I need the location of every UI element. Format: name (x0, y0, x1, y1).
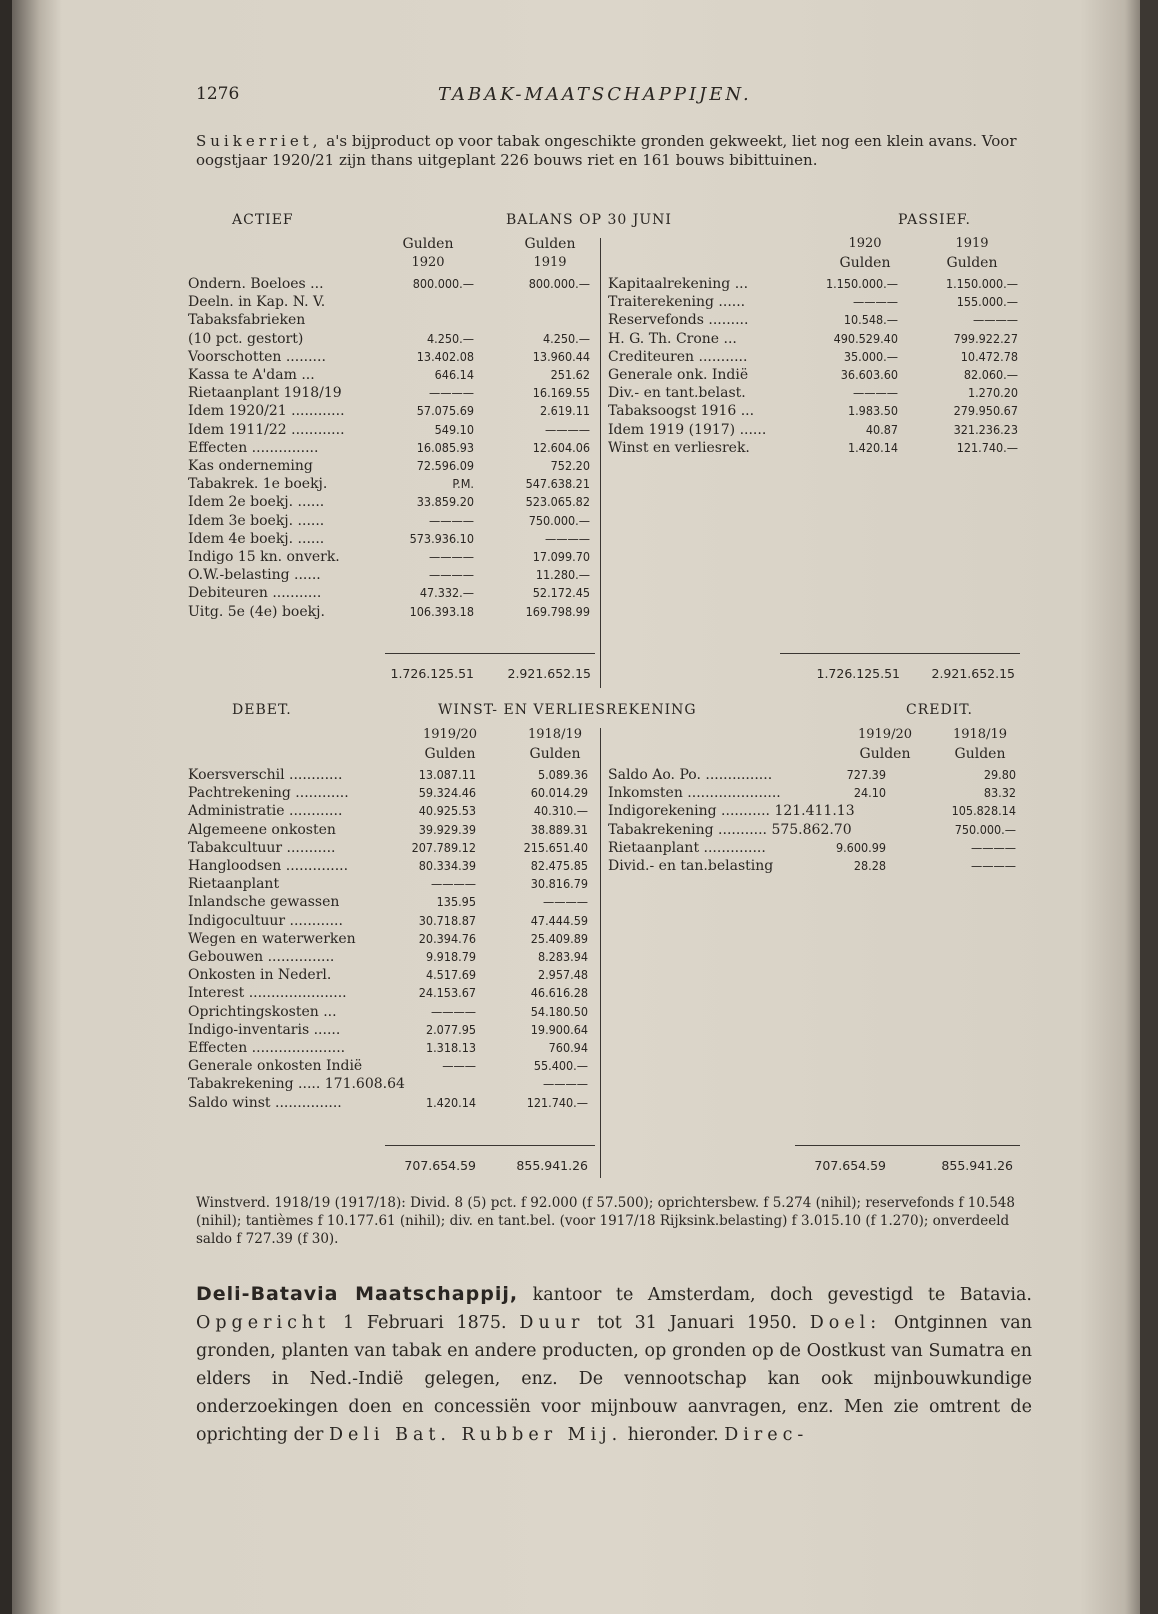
actief-value-v1920: 72.596.09 (416, 458, 474, 473)
actief-value-v1919: 13.960.44 (532, 348, 590, 364)
actief-total-rule (385, 653, 595, 654)
deli-spaced-1: Opgericht (196, 1313, 331, 1333)
actief-value-v1919: 2.619.11 (539, 403, 590, 419)
debet-row (188, 784, 598, 802)
debet-row (188, 984, 598, 1002)
debet-value-a: 4.517.69 (425, 967, 476, 983)
credit-col2-unit: Gulden (954, 746, 1006, 762)
debet-label: Onkosten in Nederl. (188, 967, 332, 984)
passief-value-v1919: 82.060.— (963, 367, 1018, 382)
actief-row (188, 603, 598, 621)
passief-label: Generale onk. Indië (608, 367, 749, 383)
passief-row (608, 275, 1018, 293)
actief-value-v1919: 12.604.06 (532, 439, 590, 455)
debet-label: Interest ...................... (188, 985, 347, 1002)
actief-row (188, 457, 598, 475)
debet-label: Effecten ..................... (188, 1040, 346, 1056)
debet-row (188, 893, 598, 911)
debet-col1-year: 1919/20 (422, 727, 477, 742)
debet-label: Hangloodsen .............. (188, 858, 349, 874)
passief-label: Winst en verliesrek. (608, 439, 750, 456)
debet-value-a: ———— (431, 876, 476, 892)
credit-value-b: 105.828.14 (951, 803, 1016, 819)
actief-value-v1919: 523.065.82 (525, 494, 590, 510)
debet-value-a: 59.324.46 (418, 785, 476, 801)
debet-value-b: 2.957.48 (537, 967, 588, 983)
passief-value-v1919: 279.950.67 (953, 403, 1018, 419)
debet-value-a: 9.918.79 (425, 949, 476, 964)
passief-value-v1920: 1.150.000.— (825, 276, 898, 291)
actief-col2-year: 1919 (533, 255, 567, 270)
debet-row (188, 839, 598, 857)
actief-value-v1919: 11.280.— (535, 567, 590, 583)
actief-value-v1919: 16.169.55 (532, 385, 590, 401)
debet-col2-unit: Gulden (529, 746, 581, 762)
actief-value-v1919: 17.099.70 (532, 549, 590, 564)
debet-value-a: 80.334.39 (418, 858, 476, 873)
credit-col1-unit: Gulden (859, 746, 911, 762)
debet-value-b: 5.089.36 (537, 767, 588, 782)
debet-label: Oprichtingskosten ... (188, 1003, 337, 1020)
passief-row (608, 366, 1018, 384)
actief-label: Voorschotten ......... (188, 348, 326, 365)
actief-value-v1919: 752.20 (550, 458, 590, 473)
credit-row (608, 839, 1018, 857)
actief-row (188, 548, 598, 566)
profit-distribution-note: Winstverd. 1918/19 (1917/18): Divid. 8 (5) pct. f 92.000 (f 57.500); oprichtersbew. f 5.274 (nihil); reservefonds f 10.548 (nihil); tantièmes f 10.177.61 (nihil); div. en tant.bel. (voor 1917/18 Rijksink.belasting) f 3.015.10 (f 1.270); onverdeeld saldo f 727.39 (f 30). (196, 1195, 1015, 1247)
passief-value-v1919: 121.740.— (956, 439, 1018, 455)
credit-total-a: 707.654.59 (814, 1158, 886, 1173)
actief-value-v1920: ———— (429, 385, 474, 401)
debet-value-b: 40.310.— (533, 803, 588, 819)
actief-row (188, 293, 598, 311)
debet-col1-unit: Gulden (424, 746, 476, 762)
actief-heading: ACTIEF (232, 212, 294, 228)
actief-label: Idem 1920/21 ............ (188, 403, 345, 420)
passief-value-v1919: 1.150.000.— (945, 276, 1018, 291)
debet-row (188, 966, 598, 984)
deli-text-4: Ontginnen van gronden, planten van tabak en andere producten, op gronden op de Oostkust van Sumatra en elders in Ned.-Indië gelegen, enz. De vennootschap kan ook mijnbouwkundige onderzoekingen doen en concessiën voor mijnbouw aanvragen, enz. Men zie omtrent de oprichting der (196, 1313, 1032, 1445)
debet-value-b: 38.889.31 (530, 821, 588, 837)
passief-col2-year: 1919 (955, 236, 989, 251)
actief-value-v1920: P.M. (452, 476, 474, 492)
credit-total-rule (795, 1145, 1020, 1146)
actief-total-1920: 1.726.125.51 (390, 666, 474, 681)
debet-label: Inlandsche gewassen (188, 894, 340, 911)
actief-row (188, 512, 598, 530)
passief-value-v1920: 40.87 (865, 421, 898, 437)
actief-value-v1920: 573.936.10 (409, 530, 474, 546)
debet-row (188, 1003, 598, 1021)
actief-row (188, 566, 598, 584)
debet-value-a: 13.087.11 (418, 767, 476, 782)
credit-row (608, 857, 1018, 875)
actief-label: Deeln. in Kap. N. V. (188, 294, 326, 311)
passief-total-rule (780, 653, 1020, 654)
passief-row (608, 421, 1018, 439)
debet-value-b: 121.740.— (526, 1094, 588, 1110)
deli-batavia-paragraph (196, 1280, 1032, 1449)
actief-row (188, 530, 598, 548)
passief-value-v1919: 799.922.27 (953, 330, 1018, 346)
actief-row (188, 275, 598, 293)
passief-value-v1919: 321.236.23 (953, 421, 1018, 437)
actief-row (188, 311, 598, 329)
deli-text-1: kantoor te Amsterdam, doch gevestigd te Batavia. (518, 1285, 1032, 1305)
actief-value-v1920: 57.075.69 (416, 403, 474, 419)
debet-row (188, 857, 598, 875)
debet-value-b: 8.283.94 (537, 949, 588, 964)
debet-value-a: 39.929.39 (418, 821, 476, 837)
actief-value-v1920: 106.393.18 (409, 603, 474, 619)
debet-label: Administratie ............ (188, 803, 343, 820)
debet-label: Gebouwen ............... (188, 949, 335, 965)
credit-heading: CREDIT. (906, 702, 973, 718)
actief-label: Kas onderneming (188, 458, 313, 474)
passief-label: Kapitaalrekening ... (608, 276, 749, 292)
actief-value-v1920: 646.14 (434, 367, 474, 382)
debet-row (188, 875, 598, 893)
debet-row (188, 912, 598, 930)
credit-label: Indigorekening ........... 121.411.13 (608, 803, 855, 820)
passief-value-v1919: ———— (973, 312, 1018, 328)
balance-divider (600, 238, 601, 688)
credit-row (608, 784, 1018, 802)
debet-label: Generale onkosten Indië (188, 1058, 363, 1075)
debet-value-a: 30.718.87 (418, 912, 476, 928)
debet-row (188, 1094, 598, 1112)
actief-label: Effecten ............... (188, 439, 319, 456)
debet-label: Pachtrekening ............ (188, 785, 349, 802)
passief-row (608, 439, 1018, 457)
actief-label: Uitg. 5e (4e) boekj. (188, 603, 325, 620)
debet-value-a: 1.318.13 (425, 1040, 476, 1055)
debet-row (188, 766, 598, 784)
passief-col2-unit: Gulden (946, 255, 998, 271)
debet-label: Tabakrekening ..... 171.608.64 (188, 1076, 405, 1093)
debet-row (188, 1075, 598, 1093)
debet-value-b: 30.816.79 (530, 876, 588, 892)
actief-label: Debiteuren ........... (188, 585, 322, 602)
actief-row (188, 366, 598, 384)
actief-label: Tabakrek. 1e boekj. (188, 476, 328, 493)
debet-value-a: 207.789.12 (411, 839, 476, 855)
book-spine-edge (0, 0, 12, 1614)
running-title: TABAK-MAATSCHAPPIJEN. (438, 84, 752, 105)
actief-value-v1920: 33.859.20 (416, 494, 474, 510)
credit-value-b: 83.32 (983, 785, 1016, 801)
credit-value-b: 29.80 (983, 767, 1016, 782)
passief-label: Reservefonds ......... (608, 312, 749, 329)
debet-total-a: 707.654.59 (404, 1158, 476, 1173)
debet-total-b: 855.941.26 (516, 1158, 588, 1173)
credit-value-b: ———— (971, 839, 1016, 855)
passief-row (608, 293, 1018, 311)
debet-label: Saldo winst ............... (188, 1094, 342, 1111)
debet-label: Rietaanplant (188, 876, 280, 893)
page-edge-right (1140, 0, 1158, 1614)
debet-row (188, 1057, 598, 1075)
actief-value-v1920: 4.250.— (426, 330, 474, 346)
actief-row (188, 439, 598, 457)
debet-label: Algemeene onkosten (188, 821, 336, 838)
actief-label: (10 pct. gestort) (188, 330, 304, 347)
passief-col1-unit: Gulden (839, 255, 891, 271)
credit-col1-year: 1919/20 (857, 727, 912, 742)
actief-row (188, 421, 598, 439)
actief-row (188, 348, 598, 366)
actief-label: Ondern. Boeloes ... (188, 276, 324, 292)
page-number: 1276 (196, 84, 240, 104)
actief-row (188, 493, 598, 511)
actief-label: O.W.-belasting ...... (188, 567, 321, 584)
actief-value-v1920: ———— (429, 512, 474, 528)
debet-row (188, 1021, 598, 1039)
passief-value-v1920: 1.983.50 (847, 403, 898, 419)
actief-col1-unit: Gulden (402, 236, 454, 252)
debet-label: Indigo-inventaris ...... (188, 1021, 341, 1038)
credit-col2-year: 1918/19 (952, 727, 1007, 742)
actief-row (188, 384, 598, 402)
actief-row (188, 584, 598, 602)
deli-spaced-5: Direc- (724, 1425, 809, 1445)
actief-value-v1920: 16.085.93 (416, 439, 474, 455)
debet-value-a: 40.925.53 (418, 803, 476, 819)
passief-row (608, 384, 1018, 402)
debet-heading: DEBET. (232, 702, 292, 718)
passief-label: Crediteuren ........... (608, 348, 748, 365)
passief-label: H. G. Th. Crone ... (608, 330, 737, 347)
deli-text-2: 1 Februari 1875. (330, 1313, 520, 1333)
debet-value-a: 2.077.95 (425, 1021, 476, 1037)
actief-label: Idem 4e boekj. ...... (188, 530, 325, 547)
debet-value-b: 54.180.50 (530, 1003, 588, 1019)
actief-value-v1919: 750.000.— (528, 512, 590, 528)
passief-row (608, 311, 1018, 329)
credit-value-a: 24.10 (853, 785, 886, 801)
passief-row (608, 402, 1018, 420)
credit-row (608, 766, 1018, 784)
balans-heading: BALANS OP 30 JUNI (506, 212, 672, 228)
company-name: Deli-Batavia Maatschappij, (196, 1283, 519, 1305)
credit-label: Tabakrekening ........... 575.862.70 (608, 821, 852, 838)
debet-row (188, 948, 598, 966)
actief-col1-year: 1920 (411, 255, 445, 270)
debet-value-b: 82.475.85 (530, 858, 588, 873)
passief-value-v1920: ———— (853, 385, 898, 401)
passief-label: Idem 1919 (1917) ...... (608, 421, 767, 438)
debet-value-a: 20.394.76 (418, 930, 476, 946)
passief-value-v1920: 36.603.60 (840, 367, 898, 382)
passief-value-v1920: 490.529.40 (833, 330, 898, 346)
deli-spaced-4: Deli Bat. Rubber Mij. (328, 1425, 623, 1445)
passief-value-v1919: 1.270.20 (967, 385, 1018, 401)
passief-value-v1920: ———— (853, 294, 898, 310)
actief-col2-unit: Gulden (524, 236, 576, 252)
passief-row (608, 348, 1018, 366)
passief-total-1919: 2.921.652.15 (931, 666, 1015, 681)
debet-value-b: 60.014.29 (530, 785, 588, 801)
debet-value-a: 1.420.14 (425, 1094, 476, 1110)
actief-value-v1920: ———— (429, 567, 474, 583)
debet-value-b: ———— (543, 894, 588, 910)
passief-row (608, 330, 1018, 348)
deli-spaced-2: Duur (519, 1313, 585, 1333)
credit-value-a: 28.28 (853, 858, 886, 873)
passief-value-v1920: 1.420.14 (847, 439, 898, 455)
actief-row (188, 330, 598, 348)
debet-label: Indigocultuur ............ (188, 912, 343, 929)
debet-col2-year: 1918/19 (527, 727, 582, 742)
actief-value-v1920: 13.402.08 (416, 348, 474, 364)
passief-value-v1920: 35.000.— (843, 348, 898, 364)
passief-label: Traiterekening ...... (608, 294, 746, 311)
passief-heading: PASSIEF. (898, 212, 971, 228)
debet-value-b: 46.616.28 (530, 985, 588, 1001)
debet-value-b: 47.444.59 (530, 912, 588, 928)
actief-value-v1919: 4.250.— (542, 330, 590, 346)
debet-value-a: ——— (442, 1058, 476, 1074)
actief-label: Rietaanplant 1918/19 (188, 385, 342, 402)
debet-label: Koersverschil ............ (188, 767, 343, 783)
credit-value-a: 727.39 (846, 767, 886, 782)
passief-label: Div.- en tant.belast. (608, 385, 746, 402)
passief-value-v1920: 10.548.— (843, 312, 898, 328)
credit-label: Rietaanplant .............. (608, 839, 766, 856)
actief-value-v1919: ———— (545, 421, 590, 437)
debet-row (188, 930, 598, 948)
actief-label: Idem 1911/22 ............ (188, 421, 345, 438)
actief-label: Idem 2e boekj. ...... (188, 494, 325, 511)
pl-divider (600, 728, 601, 1178)
intro-text: a's bijproduct op voor tabak ongeschikte gronden gekweekt, liet nog een klein avans. Voor oogstjaar 1920/21 zijn thans uitgeplant 226 bouws riet en 161 bouws bibittuinen. (196, 132, 1017, 169)
debet-row (188, 821, 598, 839)
debet-total-rule (385, 1145, 595, 1146)
credit-label: Inkomsten ..................... (608, 785, 781, 802)
actief-label: Indigo 15 kn. onverk. (188, 549, 340, 565)
passief-label: Tabaksoogst 1916 ... (608, 403, 755, 420)
winst-verlies-heading: WINST- EN VERLIESREKENING (438, 702, 697, 718)
actief-value-v1920: 800.000.— (412, 276, 474, 291)
actief-value-v1919: 52.172.45 (532, 585, 590, 601)
actief-value-v1919: 547.638.21 (525, 476, 590, 492)
actief-label: Tabaksfabrieken (188, 312, 306, 329)
debet-value-b: 215.651.40 (523, 839, 588, 855)
debet-value-b: 19.900.64 (530, 1021, 588, 1037)
passief-total-1920: 1.726.125.51 (816, 666, 900, 681)
actief-value-v1919: 251.62 (550, 367, 590, 382)
credit-total-b: 855.941.26 (941, 1158, 1013, 1173)
actief-value-v1919: ———— (545, 530, 590, 546)
actief-value-v1920: ———— (429, 549, 474, 564)
credit-value-b: 750.000.— (954, 821, 1016, 837)
credit-label: Saldo Ao. Po. ............... (608, 767, 773, 783)
credit-label: Divid.- en tan.belasting (608, 858, 774, 874)
deli-text-3: tot 31 Januari 1950. (584, 1313, 810, 1333)
debet-row (188, 802, 598, 820)
actief-value-v1920: 47.332.— (419, 585, 474, 601)
deli-text-5: hieronder. (622, 1425, 725, 1445)
credit-row (608, 821, 1018, 839)
debet-row (188, 1039, 598, 1057)
actief-value-v1919: 169.798.99 (525, 603, 590, 619)
actief-total-1919: 2.921.652.15 (507, 666, 591, 681)
debet-value-a: 24.153.67 (418, 985, 476, 1001)
actief-label: Idem 3e boekj. ...... (188, 512, 325, 529)
intro-paragraph (196, 132, 1032, 170)
running-header (196, 84, 976, 108)
credit-value-a: 9.600.99 (835, 839, 886, 855)
debet-label: Wegen en waterwerken (188, 930, 356, 947)
passief-value-v1919: 10.472.78 (960, 348, 1018, 364)
actief-value-v1920: 549.10 (434, 421, 474, 437)
intro-spaced-word: Suikerriet, (196, 132, 322, 150)
debet-value-b: 760.94 (548, 1040, 588, 1055)
passief-value-v1919: 155.000.— (956, 294, 1018, 310)
actief-label: Kassa te A'dam ... (188, 367, 315, 383)
passief-col1-year: 1920 (848, 236, 882, 251)
debet-label: Tabakcultuur ........... (188, 839, 336, 856)
actief-row (188, 475, 598, 493)
debet-value-a: 135.95 (436, 894, 476, 910)
debet-value-a: ———— (431, 1003, 476, 1019)
deli-spaced-3: Doel: (809, 1313, 882, 1333)
debet-value-b: 55.400.— (533, 1058, 588, 1074)
actief-row (188, 402, 598, 420)
actief-value-v1919: 800.000.— (528, 276, 590, 291)
debet-value-b: 25.409.89 (530, 930, 588, 946)
credit-value-b: ———— (971, 858, 1016, 873)
credit-row (608, 802, 1018, 820)
debet-value-b: ———— (543, 1076, 588, 1092)
